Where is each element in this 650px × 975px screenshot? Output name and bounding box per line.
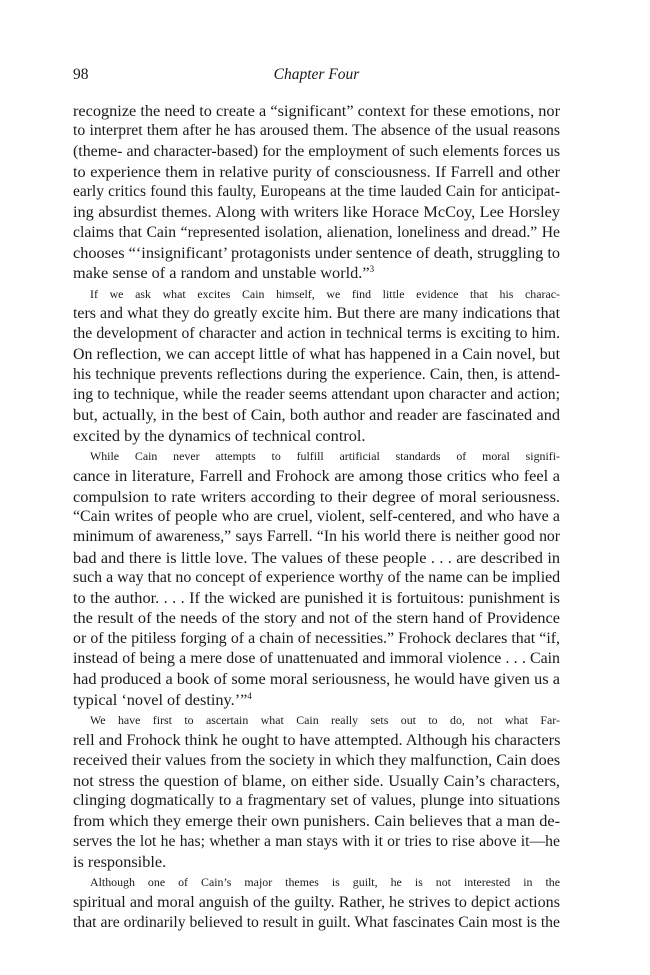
text-line: his technique prevents reflections during the experience. Cain, then, is attend- — [73, 365, 560, 383]
page-number: 98 — [73, 66, 89, 83]
body-text — [73, 101, 560, 933]
text-line: On reflection, we can accept little of what has happened in a Cain novel, but — [73, 345, 560, 363]
text-line: ing to technique, while the reader seems attendant upon character and action; — [73, 386, 560, 404]
text-line: minimum of awareness,” says Farrell. “In his world there is neither good nor — [73, 528, 560, 546]
text-line: recognize the need to create a “significant” context for these emotions, nor — [73, 101, 560, 120]
paragraph — [73, 710, 560, 872]
text-line: spiritual and moral anguish of the guilty. Rather, he strives to depict actions — [73, 893, 560, 911]
text-line: If we ask what excites Cain himself, we find little evidence that his charac- — [90, 286, 560, 301]
text-line: “Cain writes of people who are cruel, violent, self-centered, and who have a — [73, 507, 560, 525]
footnote-marker: 4 — [247, 690, 252, 701]
running-head: Chapter Four — [273, 66, 360, 83]
text-line: chooses “‘insignificant’ protagonists under sentence of death, struggling to — [73, 243, 560, 263]
text-line: early critics found this faulty, Europeans at the time lauded Cain for anticipat- — [73, 183, 560, 201]
text-line: to experience them in relative purity of consciousness. If Farrell and other — [73, 161, 560, 181]
text-line: that are ordinarily believed to result in guilt. What fascinates Cain most is the — [73, 913, 560, 931]
text-line: received their values from the society in which they malfunction, Cain does — [73, 751, 561, 769]
text-line: clinging dogmatically to a fragmentary set of values, plunge into situations — [73, 792, 560, 810]
text-line: to interpret them after he has aroused them. The absence of the usual reasons — [73, 122, 560, 140]
text-line: rell and Frohock think he ought to have attempted. Although his characters — [73, 730, 561, 750]
text-line: excited by the dynamics of technical control. — [73, 425, 366, 445]
text-line: Although one of Cain’s major themes is guilt, he is not interested in the — [90, 875, 560, 890]
text-line: had produced a book of some moral seriousness, he would have given us a — [73, 669, 560, 689]
text-line: compulsion to rate writers according to their degree of moral seriousness. — [73, 486, 560, 506]
text-line: typical ‘novel of destiny.’”$^4$ — [73, 689, 252, 709]
text-line: such a way that no concept of experience worthy of the name can be implied — [73, 568, 561, 586]
page-header — [73, 66, 560, 88]
text-line: (theme- and character-based) for the employment of such elements forces us — [73, 142, 560, 160]
text-line: ing absurdist themes. Along with writers like Horace McCoy, Lee Horsley — [73, 202, 560, 222]
text-line: instead of being a mere dose of unattenuated and immoral violence . . . Cain — [73, 650, 560, 668]
text-line: bad and there is little love. The values of these people . . . are described in — [73, 547, 560, 567]
paragraph — [73, 446, 560, 710]
text-line: make sense of a random and unstable world.”$^3$ — [73, 263, 375, 283]
text-line: or of the pitiless forging of a chain of necessities.” Frohock declares that “if, — [73, 629, 560, 647]
text-line: is responsible. — [73, 851, 167, 871]
text-line: the result of the needs of the story and not of the stern hand of Providence — [73, 608, 560, 628]
text-line: cance in literature, Farrell and Frohock are among those critics who feel a — [73, 466, 560, 486]
footnote-marker: 3 — [369, 264, 375, 275]
text-line: but, actually, in the best of Cain, both author and reader are fascinated and — [73, 405, 560, 425]
text-line: We have first to ascertain what Cain really sets out to do, not what Far- — [90, 712, 560, 727]
paragraph — [73, 284, 560, 446]
text-line: claims that Cain “represented isolation, alienation, loneliness and dread.” He — [73, 223, 560, 241]
text-line: not stress the question of blame, on either side. Usually Cain’s characters, — [73, 770, 560, 790]
text-line: to the author. . . . If the wicked are punished it is fortuitous: punishment is — [73, 588, 560, 608]
paragraph — [73, 101, 560, 284]
text-line: from which they emerge their own punishers. Cain believes that a man de- — [73, 811, 560, 831]
paragraph — [73, 872, 560, 933]
text-line: While Cain never attempts to fulfill artificial standards of moral signifi- — [90, 449, 560, 464]
text-line: the development of character and action in technical terms is exciting to him. — [73, 325, 560, 343]
text-line: ters and what they do greatly excite him. But there are many indications that — [73, 304, 560, 322]
text-line: serves the lot he has; whether a man stays with it or tries to rise above it—he — [73, 832, 560, 850]
